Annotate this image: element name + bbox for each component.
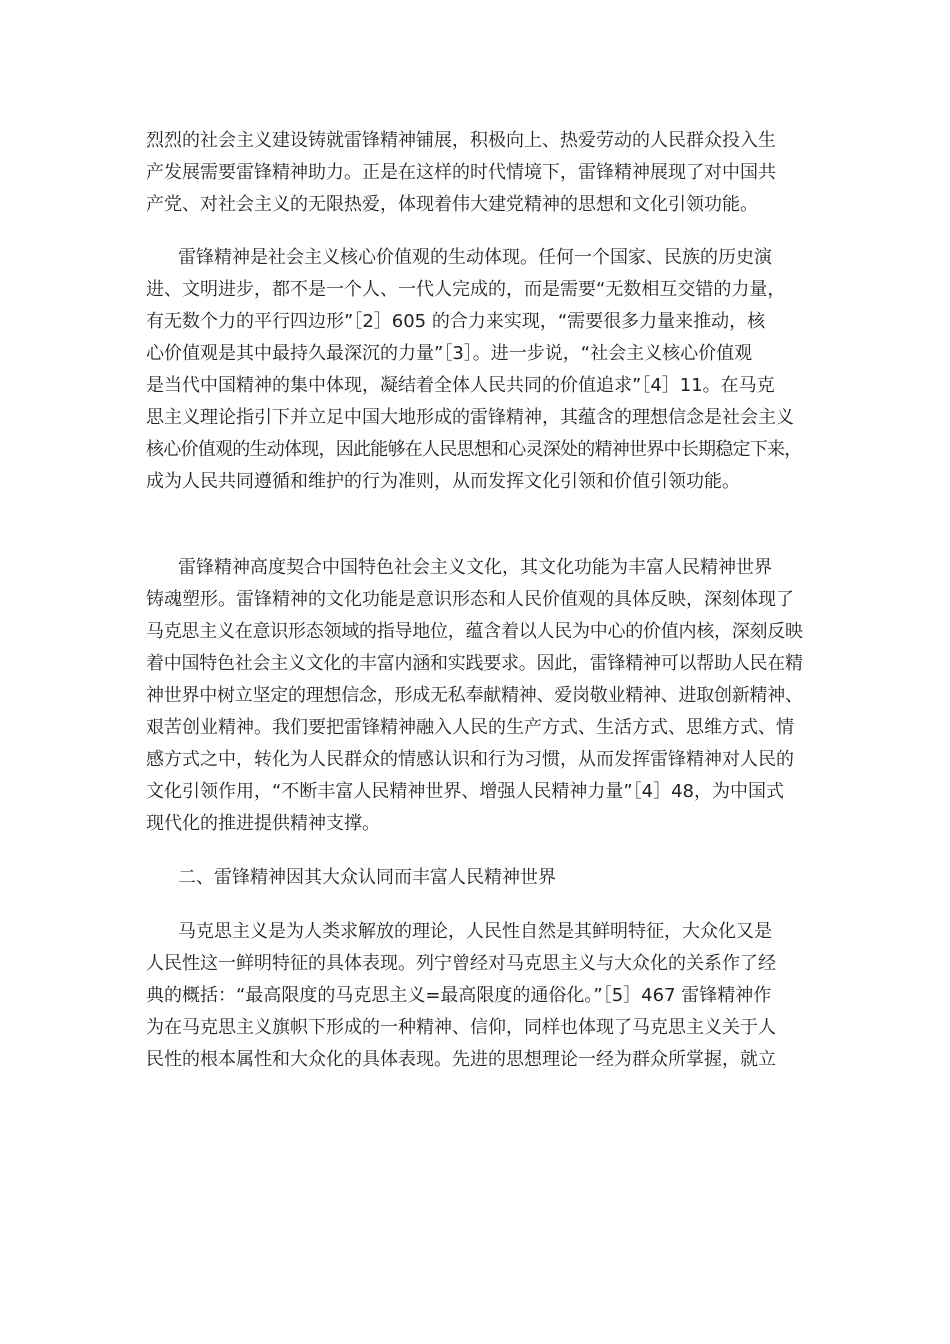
text-line: 民性的根本属性和大众化的具体表现。先进的思想理论一经为群众所掌握，就立	[146, 1049, 776, 1070]
text-line: 文化引领作用，“不断丰富人民精神世界、增强人民精神力量”［4］48，为中国式	[146, 781, 785, 802]
text-line: 心价值观是其中最持久最深沉的力量”［3］。进一步说，“社会主义核心价值观	[146, 343, 753, 364]
text-line: 马克思主义在意识形态领域的指导地位，蕴含着以人民为中心的价值内核，深刻反映	[146, 621, 803, 642]
text-line: 有无数个力的平行四边形”［2］605 的合力来实现，“需要很多力量来推动，核	[146, 311, 766, 332]
text-line: 典的概括：“最高限度的马克思主义=最高限度的通俗化。”［5］467 雷锋精神作	[146, 985, 772, 1006]
text-line: 艰苦创业精神。我们要把雷锋精神融入人民的生产方式、生活方式、思维方式、情	[146, 717, 794, 738]
text-line: 铸魂塑形。雷锋精神的文化功能是意识形态和人民价值观的具体反映，深刻体现了	[146, 589, 794, 610]
text-line: 马克思主义是为人类求解放的理论，人民性自然是其鲜明特征，大众化又是	[178, 921, 772, 942]
text-line: 现代化的推进提供精神支撑。	[146, 813, 380, 834]
text-line: 感方式之中，转化为人民群众的情感认识和行为习惯，从而发挥雷锋精神对人民的	[146, 749, 794, 770]
text-line: 人民性这一鲜明特征的具体表现。列宁曾经对马克思主义与大众化的关系作了经	[146, 953, 776, 974]
text-line: 产党、对社会主义的无限热爱，体现着伟大建党精神的思想和文化引领功能。	[146, 194, 758, 215]
text-line: 着中国特色社会主义文化的丰富内涵和实践要求。因此，雷锋精神可以帮助人民在精	[146, 653, 803, 674]
heading-text: 二、雷锋精神因其大众认同而丰富人民精神世界	[178, 867, 556, 888]
text-line: 成为人民共同遵循和维护的行为准则，从而发挥文化引领和价值引领功能。	[146, 471, 740, 492]
text-line: 雷锋精神是社会主义核心价值观的生动体现。任何一个国家、民族的历史演	[178, 247, 772, 268]
text-line: 思主义理论指引下并立足中国大地形成的雷锋精神，其蕴含的理想信念是社会主义	[146, 407, 794, 428]
text-line: 产发展需要雷锋精神助力。正是在这样的时代情境下，雷锋精神展现了对中国共	[146, 162, 776, 183]
text-line: 雷锋精神高度契合中国特色社会主义文化，其文化功能为丰富人民精神世界	[178, 557, 772, 578]
text-line: 神世界中树立坚定的理想信念，形成无私奉献精神、爱岗敬业精神、进取创新精神、	[146, 685, 803, 706]
text-line: 进、文明进步，都不是一个人、一代人完成的，而是需要“无数相互交错的力量，	[146, 279, 786, 300]
text-line: 核心价值观的生动体现，因此能够在人民思想和心灵深处的精神世界中长期稳定下来，	[146, 439, 802, 460]
text-line: 是当代中国精神的集中体现，凝结着全体人民共同的价值追求”［4］11。在马克	[146, 375, 775, 396]
text-line: 烈烈的社会主义建设铸就雷锋精神铺展，积极向上、热爱劳动的人民群众投入生	[146, 130, 776, 151]
text-line: 为在马克思主义旗帜下形成的一种精神、信仰，同样也体现了马克思主义关于人	[146, 1017, 776, 1038]
